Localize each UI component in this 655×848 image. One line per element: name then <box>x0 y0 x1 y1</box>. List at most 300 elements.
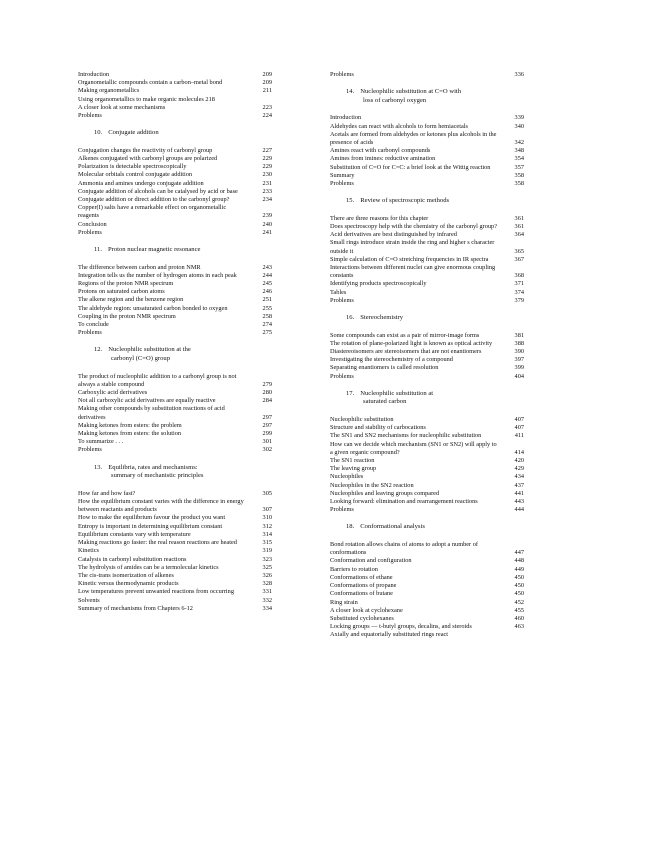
toc-entry-page: 328 <box>262 580 272 588</box>
toc-entry-page: 379 <box>514 296 524 304</box>
toc-entry <box>330 631 524 639</box>
toc-entry-page: 404 <box>514 372 524 380</box>
toc-entry-page: 301 <box>262 438 272 446</box>
toc-entry <box>330 424 524 432</box>
toc-right-column <box>330 71 524 640</box>
toc-entry <box>330 364 524 372</box>
toc-entry-page: 279 <box>262 380 272 388</box>
toc-entry-title: Regions of the proton NMR spectrum <box>78 280 174 288</box>
toc-entry <box>78 313 272 321</box>
toc-entry-page: 314 <box>262 530 272 538</box>
toc-entry-page: 450 <box>514 573 524 581</box>
toc-entry <box>78 564 272 572</box>
toc-entry-page: 447 <box>514 549 524 557</box>
toc-entry-title: To conclude <box>78 321 109 329</box>
toc-entry <box>78 580 272 588</box>
toc-entry-page: 434 <box>514 473 524 481</box>
toc-entry-title: Ring strain <box>330 598 358 606</box>
toc-entry-title: Some compounds can exist as a pair of mirror-image forms <box>330 331 480 339</box>
toc-entry-title: How to make the equilibrium favour the product you want <box>78 514 226 522</box>
toc-entry-title: Summary <box>330 171 355 179</box>
toc-entry-title: Coupling in the proton NMR spectrum <box>78 312 176 320</box>
chapter-heading <box>346 88 524 105</box>
toc-entry <box>330 340 524 348</box>
toc-entry <box>78 147 272 155</box>
chapter-heading <box>94 129 272 138</box>
toc-entry-title: Separating enantiomers is called resolution <box>330 364 439 372</box>
toc-entry-page: 223 <box>262 103 272 111</box>
toc-entry <box>78 588 272 596</box>
toc-entry-page: 460 <box>514 614 524 622</box>
toc-entry <box>330 356 524 364</box>
toc-entry-title: The cis-trans isomerization of alkenes <box>78 571 174 579</box>
toc-entry-page: 388 <box>514 339 524 347</box>
toc-entry <box>330 215 524 223</box>
toc-entry <box>330 541 524 557</box>
toc-entry-title: Axially and equatorially substituted rings react <box>330 631 449 639</box>
toc-entry <box>78 446 272 454</box>
toc-entry <box>330 239 524 255</box>
chapter-heading <box>94 464 272 481</box>
toc-entry-title: Problems <box>78 329 102 337</box>
toc-entry-page: 245 <box>262 280 272 288</box>
chapter-title-continued: carbonyl (C=O) group <box>111 355 171 363</box>
toc-entry <box>330 590 524 598</box>
toc-entry-page: 240 <box>262 220 272 228</box>
chapter-heading <box>346 197 524 206</box>
toc-entry-title: Bond rotation allows chains of atoms to adopt a number of conformations <box>330 541 478 557</box>
toc-entry-title: Diastereoisomers are stereoisomers that are not enantiomers <box>330 348 482 356</box>
toc-entry-page: 449 <box>514 565 524 573</box>
toc-entry-title: The leaving group <box>330 465 377 473</box>
toc-entry-page: 302 <box>262 446 272 454</box>
chapter-title-continued: saturated carbon <box>363 398 407 406</box>
toc-entry <box>78 556 272 564</box>
toc-entry-title: Problems <box>330 71 354 78</box>
toc-entry <box>330 71 524 79</box>
toc-entry <box>330 332 524 340</box>
toc-entry-title: Nucleophiles <box>330 473 364 481</box>
toc-entry <box>330 498 524 506</box>
toc-entry-page: 365 <box>514 247 524 255</box>
toc-entry-page: 244 <box>262 271 272 279</box>
toc-entry <box>330 506 524 514</box>
toc-entry <box>78 572 272 580</box>
toc-entry <box>78 112 272 120</box>
toc-entry-page: 251 <box>262 296 272 304</box>
toc-entry-page: 364 <box>514 231 524 239</box>
toc-entry <box>78 221 272 229</box>
chapter-number: 11. <box>94 246 102 254</box>
toc-entry <box>330 264 524 280</box>
toc-entry <box>78 405 272 421</box>
toc-entry-title: Locking groups — t-butyl groups, decalins, and steroids <box>330 623 472 631</box>
toc-entry-title: The SN1 reaction <box>330 457 375 465</box>
toc-entry-page: 315 <box>262 539 272 547</box>
toc-entry-title: Kinetics <box>78 547 99 555</box>
chapter-number: 16. <box>346 314 355 322</box>
chapter-title: Conformational analysis <box>360 523 425 531</box>
toc-entry-title: A closer look at some mechanisms <box>78 103 166 111</box>
toc-entry <box>78 531 272 539</box>
toc-entry-page: 371 <box>514 280 524 288</box>
chapter-number: 14. <box>346 88 355 96</box>
toc-entry <box>78 597 272 605</box>
chapter-heading <box>346 390 524 407</box>
toc-entry-title: Tables <box>330 288 347 296</box>
toc-entry-page: 305 <box>262 489 272 497</box>
toc-entry-title: Molecular orbitals control conjugate addition <box>78 171 193 179</box>
toc-entry-page: 407 <box>514 424 524 432</box>
chapter-title: Proton nuclear magnetic resonance <box>108 246 201 254</box>
chapter-title-continued: loss of carbonyl oxygen <box>363 96 427 104</box>
toc-entry <box>78 188 272 196</box>
toc-entry <box>330 123 524 131</box>
toc-entry-title: Problems <box>330 180 354 188</box>
toc-entry-page: 420 <box>514 457 524 465</box>
toc-entry <box>330 574 524 582</box>
toc-entry-title: Aldehydes can react with alcohols to form hemiacetals <box>330 122 468 130</box>
chapter-heading <box>94 246 272 255</box>
toc-entry <box>330 114 524 122</box>
chapter-number: 18. <box>346 523 355 531</box>
toc-entry-page: 326 <box>262 571 272 579</box>
toc-entry-page: 340 <box>514 122 524 130</box>
toc-entry <box>330 432 524 440</box>
toc-entry-page: 336 <box>514 71 524 78</box>
toc-entry-title: Making reactions go faster: the real reason reactions are heated <box>78 539 237 547</box>
toc-entry-page: 234 <box>262 196 272 204</box>
toc-entry-page: 448 <box>514 557 524 565</box>
toc-entry-page: 227 <box>262 146 272 154</box>
toc-entry-title: A closer look at cyclohexane <box>330 606 403 614</box>
toc-entry-page: 230 <box>262 171 272 179</box>
toc-entry-page: 331 <box>262 588 272 596</box>
toc-entry <box>330 256 524 264</box>
toc-entry-title: Equilibrium constants vary with temperature <box>78 530 191 538</box>
toc-entry <box>330 607 524 615</box>
toc-entry <box>78 180 272 188</box>
toc-entry-title: Problems <box>330 506 354 514</box>
toc-left-column <box>78 71 272 613</box>
toc-entry-title: Problems <box>78 228 102 236</box>
toc-entry <box>330 180 524 188</box>
chapter-heading <box>346 314 524 323</box>
toc-entry-title: The hydrolysis of amides can be a termolecular kinetics <box>78 563 219 571</box>
toc-entry <box>78 490 272 498</box>
toc-entry-title: Identifying products spectroscopically <box>330 280 427 288</box>
toc-entry-title: How far and how fast? <box>78 489 136 497</box>
toc-entry-page: 209 <box>262 71 272 78</box>
toc-entry <box>78 96 272 104</box>
toc-entry-title: Acetals are formed from aldehydes or ketones plus alcohols in the presence of acids <box>330 130 497 146</box>
toc-entry-page: 255 <box>262 304 272 312</box>
toc-entry-page: 381 <box>514 331 524 339</box>
chapter-title: Nucleophilic substitution at <box>360 389 434 397</box>
toc-entry-page: 224 <box>262 112 272 120</box>
toc-entry-title: Amines react with carbonyl compounds <box>330 147 431 155</box>
toc-entry-page: 358 <box>514 171 524 179</box>
toc-entry-title: Entropy is important in determining equilibrium constant <box>78 522 223 530</box>
toc-entry <box>78 321 272 329</box>
toc-entry <box>330 623 524 631</box>
toc-entry-title: The alkene region and the benzene region <box>78 296 184 304</box>
toc-entry-page: 312 <box>262 522 272 530</box>
chapter-number: 10. <box>94 129 103 137</box>
toc-entry-title: Making ketones from esters: the problem <box>78 421 182 429</box>
toc-entry-page: 367 <box>514 255 524 263</box>
toc-entry <box>78 71 272 79</box>
toc-entry-title: Acid derivatives are best distinguished by infrared <box>330 231 457 239</box>
toc-entry-page: 231 <box>262 179 272 187</box>
toc-entry-page: 452 <box>514 598 524 606</box>
toc-entry-title: Problems <box>330 372 354 380</box>
toc-entry-page: 450 <box>514 582 524 590</box>
toc-entry-title: Investigating the stereochemistry of a compound <box>330 356 453 364</box>
toc-entry <box>78 264 272 272</box>
toc-entry-page: 307 <box>262 506 272 514</box>
toc-entry <box>330 582 524 590</box>
toc-entry-page: 399 <box>514 364 524 372</box>
toc-entry <box>330 457 524 465</box>
toc-entry-page: 390 <box>514 348 524 356</box>
chapter-number: 13. <box>94 463 103 471</box>
toc-entry-page: 361 <box>514 223 524 231</box>
toc-entry <box>78 547 272 555</box>
toc-entry-page: 348 <box>514 147 524 155</box>
toc-entry-title: Introduction <box>330 114 362 122</box>
toc-entry-title: Integration tells us the number of hydrogen atoms in each peak <box>78 271 237 279</box>
toc-entry <box>78 204 272 220</box>
toc-entry-page: 243 <box>262 263 272 271</box>
chapter-title: Stereochemistry <box>360 314 404 322</box>
toc-entry-page: 444 <box>514 506 524 514</box>
chapter-heading <box>94 346 272 363</box>
toc-entry-page: 374 <box>514 288 524 296</box>
toc-entry-page: 299 <box>262 430 272 438</box>
toc-entry-title: Using organometallics to make organic molecules 218 <box>78 95 215 103</box>
chapter-title: Nucleophilic substitution at C=O with <box>360 88 462 96</box>
toc-entry <box>330 465 524 473</box>
toc-entry <box>78 329 272 337</box>
chapter-number: 12. <box>94 346 103 354</box>
toc-entry-title: The aldehyde region: unsaturated carbon bonded to oxygen <box>78 304 228 312</box>
toc-entry <box>330 441 524 457</box>
toc-entry <box>330 155 524 163</box>
toc-entry-page: 275 <box>262 329 272 337</box>
toc-entry-title: Copper(I) salts have a remarkable effect on organometallic reagents <box>78 204 227 220</box>
toc-entry <box>330 289 524 297</box>
toc-entry-title: Problems <box>78 112 102 120</box>
toc-entry-title: Kinetic versus thermodynamic products <box>78 580 179 588</box>
toc-entry-page: 339 <box>514 114 524 122</box>
toc-entry-title: Protons on saturated carbon atoms <box>78 288 165 296</box>
toc-entry-page: 441 <box>514 489 524 497</box>
toc-entry-title: Introduction <box>78 71 110 78</box>
toc-entry-page: 437 <box>514 481 524 489</box>
toc-entry-title: The SN1 and SN2 mechanisms for nucleophilic substitution <box>330 432 482 440</box>
toc-entry-title: Making ketones from esters: the solution <box>78 430 182 438</box>
toc-entry <box>330 490 524 498</box>
toc-entry-title: Substitution of C=O for C=C: a brief look at the Wittig reaction <box>330 163 491 171</box>
toc-entry-title: Barriers to rotation <box>330 565 378 573</box>
toc-entry-title: Problems <box>78 446 102 454</box>
toc-entry-page: 397 <box>514 356 524 364</box>
chapter-title-continued: summary of mechanistic principles <box>111 472 204 480</box>
toc-entry-page: 239 <box>262 212 272 220</box>
toc-entry <box>78 272 272 280</box>
toc-entry <box>330 297 524 305</box>
toc-entry <box>78 514 272 522</box>
toc-entry <box>330 566 524 574</box>
toc-entry <box>78 605 272 613</box>
toc-entry-title: There are three reasons for this chapter <box>330 214 429 222</box>
toc-entry-title: How can we decide which mechanism (SN1 or SN2) will apply to a given organic compound? <box>330 440 497 456</box>
toc-entry <box>330 280 524 288</box>
toc-entry-title: Catalysis in carbonyl substitution reactions <box>78 555 187 563</box>
toc-entry-page: 332 <box>262 596 272 604</box>
toc-entry-title: Substituted cyclohexanes <box>330 614 394 622</box>
toc-entry-page: 211 <box>262 87 272 95</box>
toc-entry-page: 297 <box>262 421 272 429</box>
toc-entry <box>330 373 524 381</box>
toc-entry <box>78 422 272 430</box>
toc-entry-page: 319 <box>262 547 272 555</box>
toc-entry-page: 274 <box>262 321 272 329</box>
toc-entry <box>78 523 272 531</box>
toc-entry-page: 229 <box>262 163 272 171</box>
toc-entry <box>78 171 272 179</box>
chapter-number: 17. <box>346 389 355 397</box>
toc-entry-title: Polarization is detectable spectroscopically <box>78 163 187 171</box>
toc-entry-title: To summarize . . . <box>78 438 124 446</box>
toc-entry <box>78 397 272 405</box>
toc-entry-page: 429 <box>514 465 524 473</box>
chapter-title: Review of spectroscopic methods <box>360 197 450 205</box>
toc-entry <box>78 498 272 514</box>
toc-entry-title: Does spectroscopy help with the chemistry of the carbonyl group? <box>330 223 497 231</box>
toc-entry-title: Conjugate addition or direct addition to the carbonyl group? <box>78 196 230 204</box>
chapter-title: Nucleophilic substitution at the <box>108 346 191 354</box>
toc-entry-page: 297 <box>262 413 272 421</box>
toc-entry <box>330 473 524 481</box>
toc-entry <box>330 147 524 155</box>
toc-entry-title: Conjugate addition of alcohols can be catalysed by acid or base <box>78 187 238 195</box>
toc-entry-title: The product of nucleophilic addition to a carbonyl group is not always a stable compound <box>78 372 237 388</box>
toc-entry-page: 358 <box>514 180 524 188</box>
toc-entry <box>78 280 272 288</box>
toc-entry-title: Nucleophilic substitution <box>330 416 394 424</box>
toc-entry <box>330 223 524 231</box>
toc-entry <box>78 430 272 438</box>
toc-entry-title: Problems <box>330 296 354 304</box>
toc-entry-title: Organometallic compounds contain a carbon–metal bond <box>78 79 223 87</box>
toc-entry-page: 443 <box>514 498 524 506</box>
toc-entry-page: 411 <box>514 432 524 440</box>
toc-entry-page: 361 <box>514 214 524 222</box>
toc-entry-page: 407 <box>514 416 524 424</box>
toc-entry-title: Simple calculation of C=O stretching frequencies in IR spectra <box>330 255 489 263</box>
toc-entry-page: 209 <box>262 79 272 87</box>
toc-entry-page: 368 <box>514 272 524 280</box>
toc-entry-title: Conformations of ethane <box>330 573 393 581</box>
toc-entry <box>78 438 272 446</box>
toc-entry <box>330 599 524 607</box>
chapter-title: Conjugate addition <box>108 129 159 137</box>
toc-entry-title: Conformations of butane <box>330 590 393 598</box>
toc-entry-page: 323 <box>262 555 272 563</box>
toc-entry-title: Ammonia and amines undergo conjugate addition <box>78 179 204 187</box>
toc-entry-page: 414 <box>514 448 524 456</box>
toc-entry <box>330 416 524 424</box>
toc-entry-title: Low temperatures prevent unwanted reactions from occurring <box>78 588 234 596</box>
toc-entry-title: Structure and stability of carbocations <box>330 424 426 432</box>
toc-entry <box>330 557 524 565</box>
toc-entry-page: 357 <box>514 163 524 171</box>
toc-entry-title: Nucleophiles in the SN2 reaction <box>330 481 414 489</box>
toc-entry-title: Looking forward: elimination and rearrangement reactions <box>330 498 478 506</box>
toc-entry-title: Nucleophiles and leaving groups compared <box>330 489 440 497</box>
toc-entry-title: Solvents <box>78 596 100 604</box>
toc-entry <box>78 163 272 171</box>
toc-entry <box>78 229 272 237</box>
toc-entry-page: 325 <box>262 563 272 571</box>
toc-entry-page: 280 <box>262 389 272 397</box>
toc-entry <box>78 288 272 296</box>
toc-entry-title: Making organometallics <box>78 87 140 95</box>
toc-entry-title: Small rings introduce strain inside the ring and higher s character outside it <box>330 239 495 255</box>
toc-entry-page: 284 <box>262 397 272 405</box>
toc-entry-page: 450 <box>514 590 524 598</box>
toc-entry <box>78 539 272 547</box>
toc-entry <box>78 389 272 397</box>
toc-entry-page: 342 <box>514 139 524 146</box>
toc-entry-title: How the equilibrium constant varies with the difference in energy between reactants and products <box>78 498 244 514</box>
toc-entry-page: 241 <box>262 228 272 236</box>
toc-entry-title: Amines from imines: reductive amination <box>330 155 436 163</box>
toc-entry <box>330 482 524 490</box>
toc-entry <box>330 172 524 180</box>
toc-entry-page: 246 <box>262 288 272 296</box>
toc-entry <box>78 87 272 95</box>
toc-entry-page: 354 <box>514 155 524 163</box>
toc-entry <box>330 131 524 147</box>
toc-entry-title: Conclusion <box>78 220 107 228</box>
toc-entry-page: 463 <box>514 623 524 631</box>
toc-entry <box>78 79 272 87</box>
toc-entry-page: 334 <box>262 604 272 612</box>
toc-entry-title: Interactions between different nuclei can give enormous coupling constants <box>330 264 496 280</box>
toc-entry <box>330 231 524 239</box>
toc-entry-title: Making other compounds by substitution reactions of acid derivatives <box>78 405 225 421</box>
toc-entry-page: 229 <box>262 155 272 163</box>
toc-entry <box>78 296 272 304</box>
toc-entry-title: The difference between carbon and proton NMR <box>78 263 201 271</box>
toc-entry <box>78 104 272 112</box>
toc-entry-title: Conformations of propane <box>330 582 397 590</box>
toc-entry-title: Carboxylic acid derivatives <box>78 389 148 397</box>
toc-entry-title: Not all carboxylic acid derivatives are equally reactive <box>78 397 216 405</box>
toc-entry <box>78 155 272 163</box>
toc-entry-title: Conjugation changes the reactivity of carbonyl group <box>78 146 213 154</box>
toc-entry-page: 455 <box>514 606 524 614</box>
toc-entry-page: 258 <box>262 312 272 320</box>
toc-entry <box>330 348 524 356</box>
toc-entry-title: Summary of mechanisms from Chapters 6-12 <box>78 604 193 612</box>
toc-entry <box>78 305 272 313</box>
toc-entry <box>78 196 272 204</box>
toc-entry-title: The rotation of plane-polarized light is known as optical activity <box>330 339 493 347</box>
